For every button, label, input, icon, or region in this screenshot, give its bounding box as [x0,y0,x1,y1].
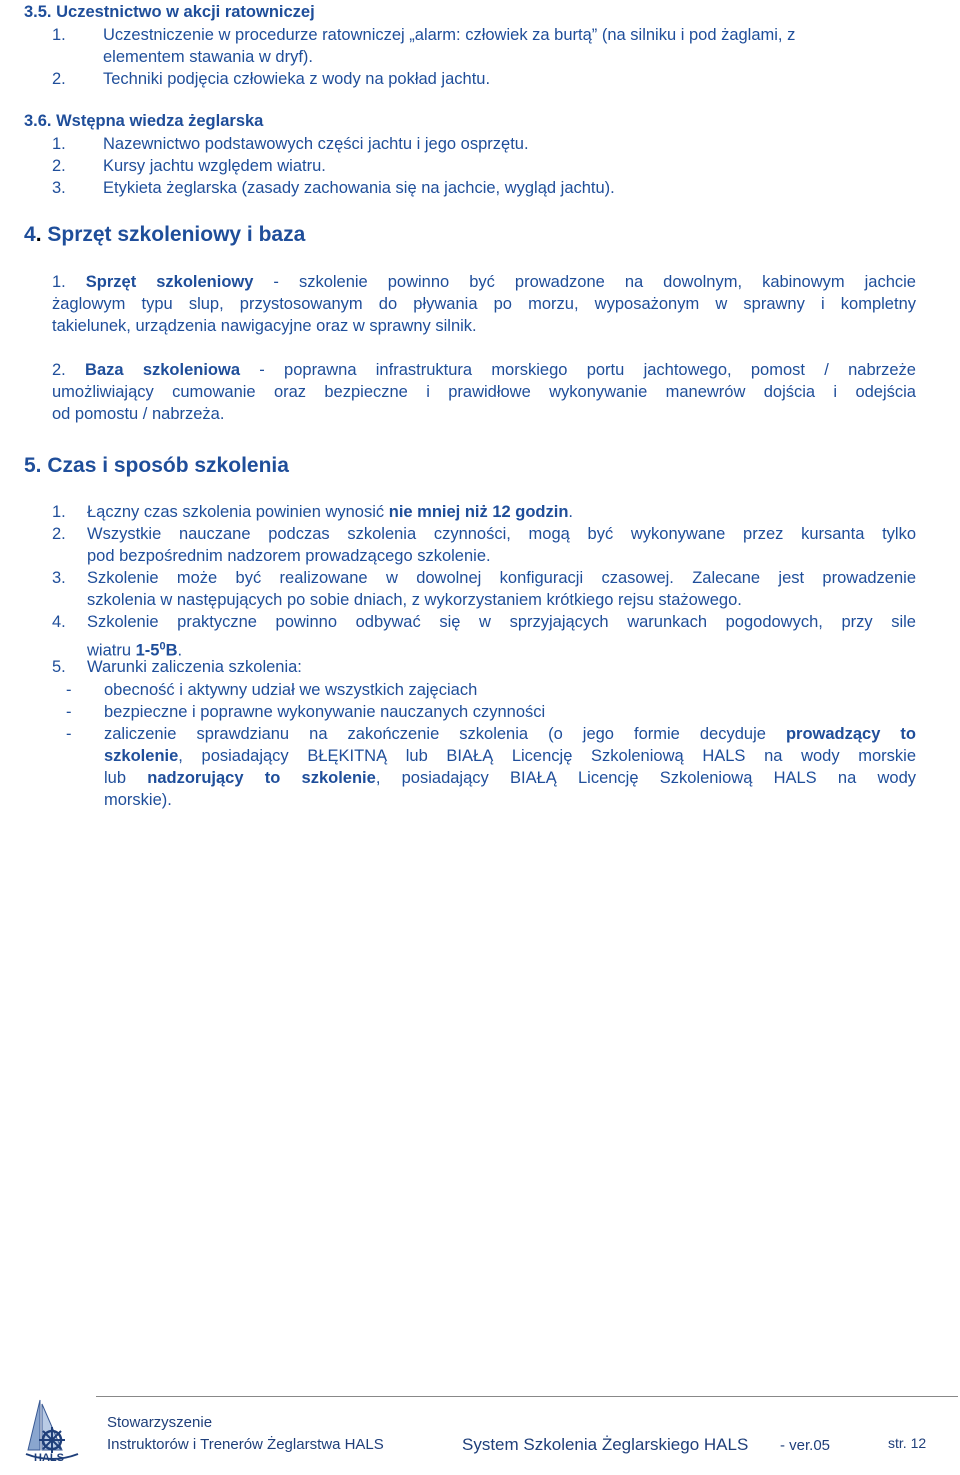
hals-logo [22,1394,82,1470]
logo-text: HALS [34,1452,64,1464]
footer-page: str. 12 [888,1435,927,1451]
paragraph-equipment: 1. Sprzęt szkoleniowy - szkolenie powinno być prowadzone na dowolnym, kabinowym jachcie żaglowym typu slup, przystosowanym do pływania po morzu, wyposażonym w sprawny i kompletny takielunek, urządzenia nawigacyjne oraz w sprawny silnik. [52,273,916,335]
section-3-6-title: 3.6. Wstępna wiedza żeglarska [24,112,264,130]
footer-divider [96,1396,958,1397]
section-3-5-title: 3.5. Uczestnictwo w akcji ratowniczej [24,3,315,21]
footer-system-title: System Szkolenia Żeglarskiego HALS [462,1435,749,1454]
section-5-title: 5. Czas i sposób szkolenia [24,454,289,477]
section-4-title: 4. Sprzęt szkoleniowy i baza [24,223,306,246]
footer-org-line1: Stowarzyszenie [107,1414,213,1431]
footer-org-line2: Instruktorów i Trenerów Żeglarstwa HALS [107,1436,384,1453]
footer-version: - ver.05 [780,1437,831,1454]
paragraph-base: 2. Baza szkoleniowa - poprawna infrastruktura morskiego portu jachtowego, pomost / nabrzeże umożliwiający cumowanie oraz bezpieczne i prawidłowe wykonywanie manewrów dojścia i odejścia od pomostu / nabrzeża. [52,361,916,423]
